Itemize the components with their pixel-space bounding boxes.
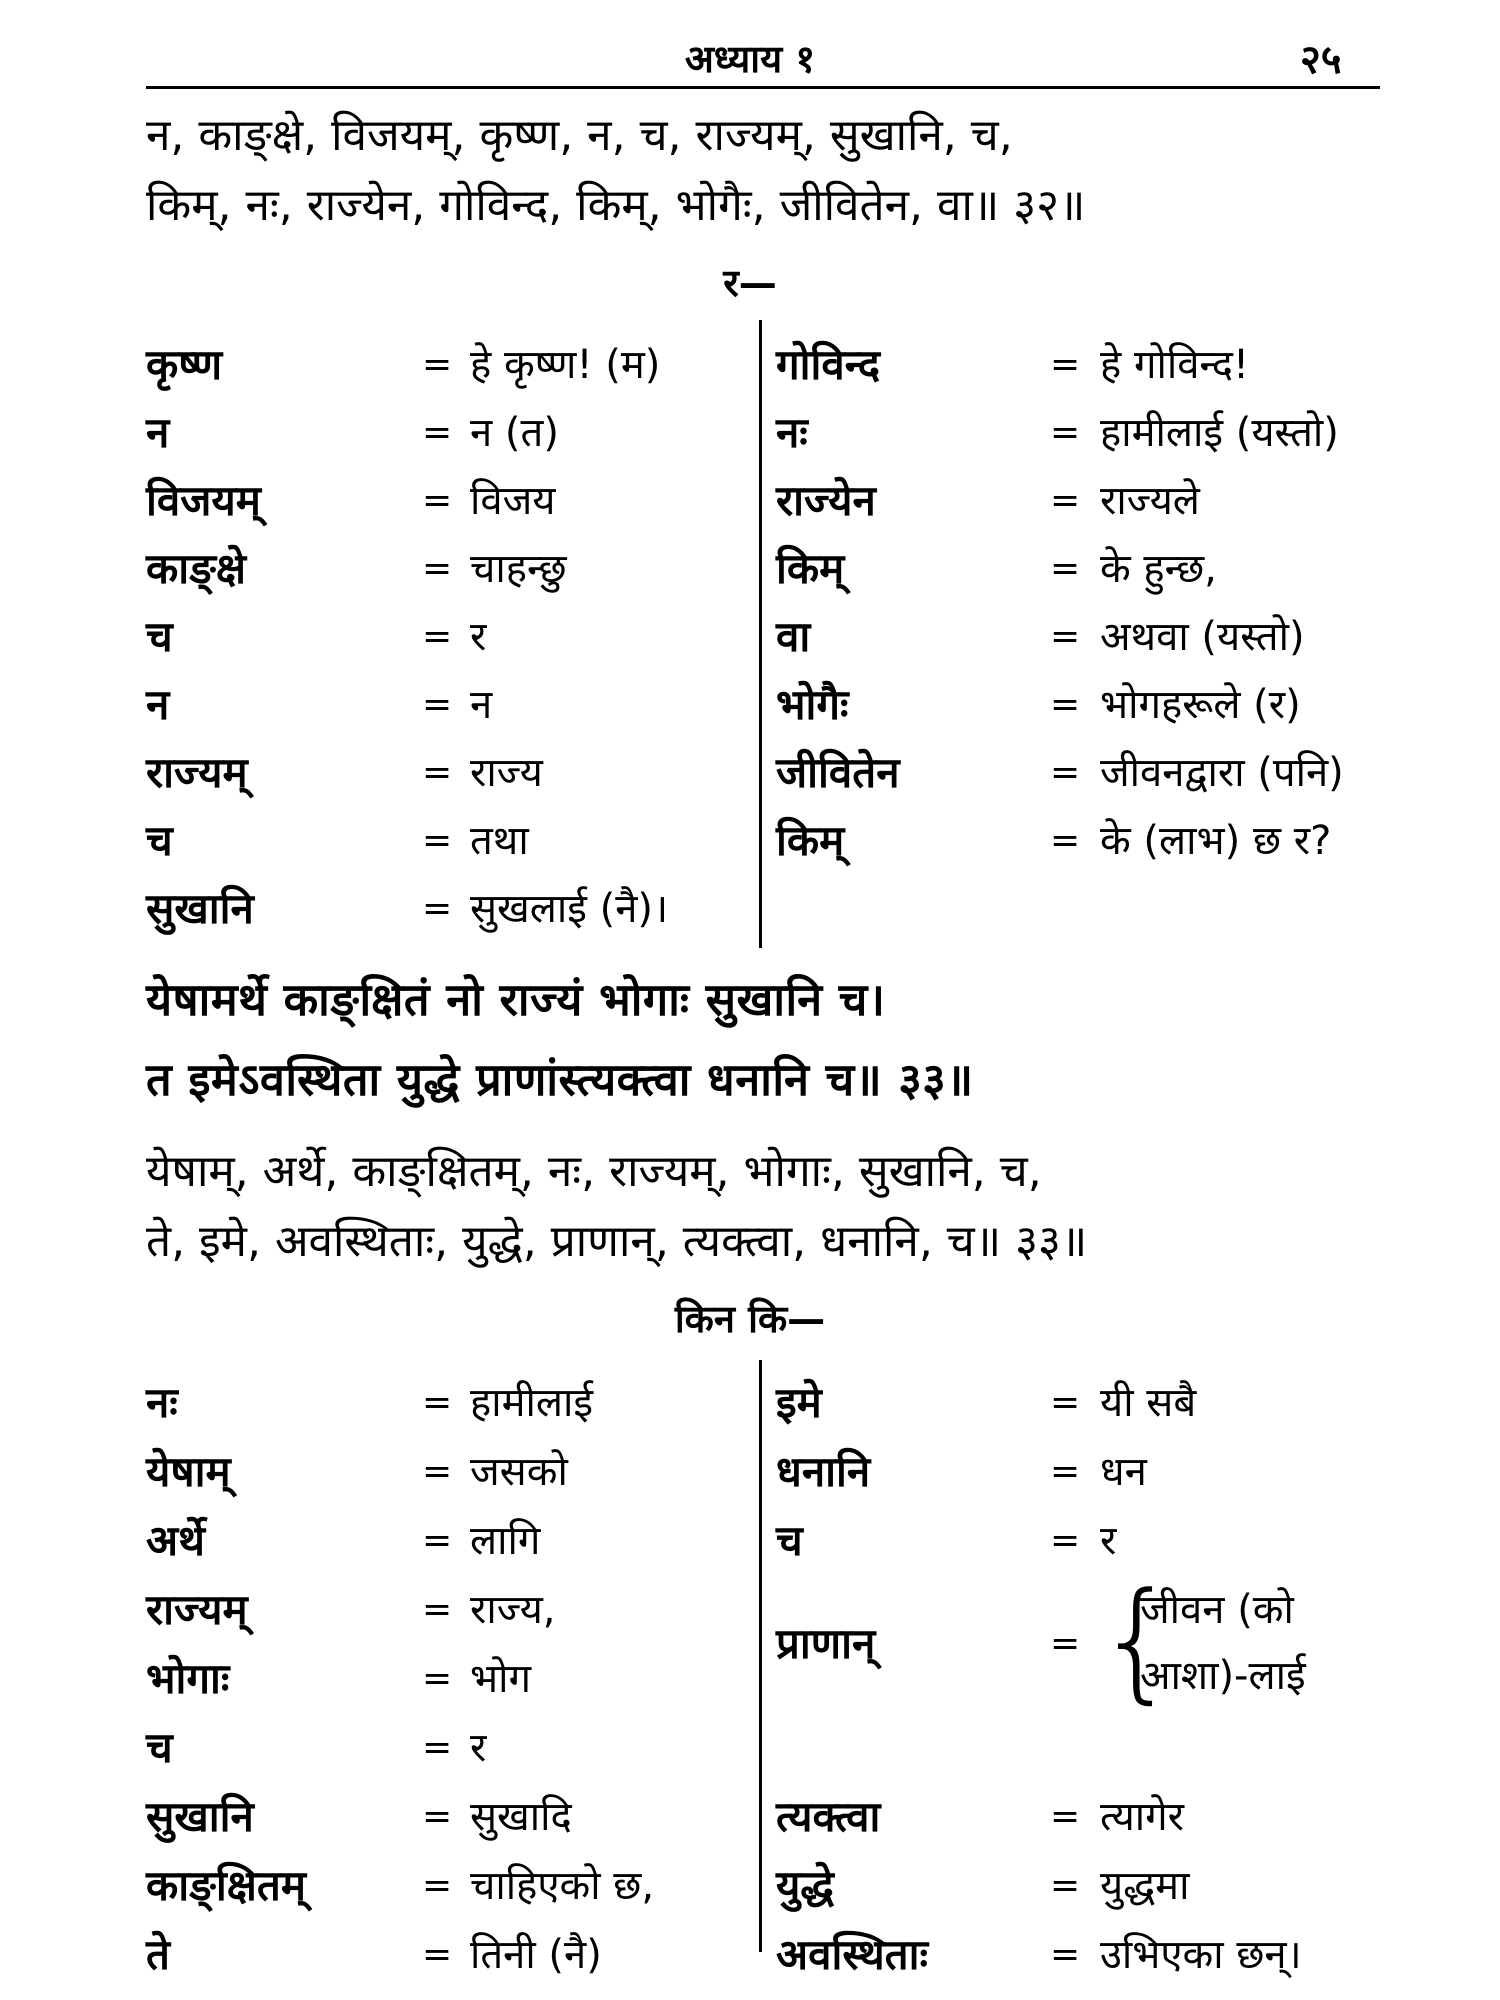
equals-sign: = xyxy=(422,1589,453,1630)
equals-sign: = xyxy=(422,684,453,725)
gloss-meaning: के (लाभ) छ र? xyxy=(1100,818,1332,864)
equals-sign: = xyxy=(422,1865,453,1906)
equals-sign: = xyxy=(422,1520,453,1561)
gloss-word: किम् xyxy=(776,544,845,593)
page-number: २५ xyxy=(1300,37,1342,83)
prose-33-line-2: ते, इमे, अवस्थिताः, युद्धे, प्राणान्, त्यक्त्वा, धनानि, च॥ ३३॥ xyxy=(146,1216,1088,1267)
gloss-meaning: धन xyxy=(1100,1449,1147,1495)
shloka-33-line-1: येषामर्थे काङ्क्षितं नो राज्यं भोगाः सुखानि च। xyxy=(146,973,886,1026)
equals-sign: = xyxy=(1050,1865,1081,1906)
gloss-word: राज्यम् xyxy=(146,1585,248,1634)
column-divider xyxy=(759,1360,762,1952)
equals-sign: = xyxy=(1050,820,1081,861)
gloss-word: नः xyxy=(146,1378,178,1427)
equals-sign: = xyxy=(1050,1796,1081,1837)
gloss-meaning: चाहन्छु xyxy=(470,546,567,592)
equals-sign: = xyxy=(422,480,453,521)
gloss-meaning: लागि xyxy=(470,1518,541,1564)
subhead-ra: र— xyxy=(723,261,777,305)
equals-sign: = xyxy=(422,1382,453,1423)
gloss-meaning: हे कृष्ण! (म) xyxy=(470,342,661,388)
equals-sign: = xyxy=(1050,412,1081,453)
equals-sign: = xyxy=(1050,480,1081,521)
gloss-word: ते xyxy=(146,1930,170,1979)
gloss-meaning: उभिएका छन्। xyxy=(1100,1932,1302,1978)
equals-sign: = xyxy=(422,888,453,929)
gloss-word: जीवितेन xyxy=(776,748,900,797)
gloss-word: अवस्थिताः xyxy=(776,1930,928,1979)
gloss-word: राज्यम् xyxy=(146,748,248,797)
gloss-meaning: सुखलाई (नै)। xyxy=(470,886,669,932)
gloss-word: काङ्क्षितम् xyxy=(146,1861,306,1910)
gloss-word: गोविन्द xyxy=(776,340,881,389)
prose-33-line-1: येषाम्, अर्थे, काङ्क्षितम्, नः, राज्यम्, भोगाः, सुखानि, च, xyxy=(146,1146,1042,1197)
equals-sign: = xyxy=(1050,1623,1081,1664)
gloss-word: राज्येन xyxy=(776,476,876,525)
gloss-meaning: राज्यले xyxy=(1100,478,1200,524)
gloss-word: च xyxy=(146,1723,173,1772)
gloss-meaning: तिनी (नै) xyxy=(470,1932,602,1978)
gloss-meaning: जीवन (को xyxy=(1140,1587,1294,1633)
gloss-word: च xyxy=(146,612,173,661)
shloka-33-line-2: त इमेऽवस्थिता युद्धे प्राणांस्त्यक्त्वा धनानि च॥ ३३॥ xyxy=(146,1053,974,1106)
gloss-word: सुखानि xyxy=(146,884,254,933)
gloss-meaning: आशा)-लाई xyxy=(1140,1653,1306,1699)
equals-sign: = xyxy=(422,344,453,385)
equals-sign: = xyxy=(422,1796,453,1837)
gloss-meaning: र xyxy=(1100,1518,1117,1564)
prose-32-line-1: न, काङ्क्षे, विजयम्, कृष्ण, न, च, राज्यम्, सुखानि, च, xyxy=(146,110,1013,161)
gloss-meaning: राज्य, xyxy=(470,1587,556,1633)
prose-32-line-2: किम्, नः, राज्येन, गोविन्द, किम्, भोगैः, जीवितेन, वा॥ ३२॥ xyxy=(146,180,1086,231)
gloss-word: इमे xyxy=(776,1378,822,1427)
chapter-title: अध्याय १ xyxy=(684,37,816,81)
gloss-meaning: न (त) xyxy=(470,410,559,456)
equals-sign: = xyxy=(422,548,453,589)
equals-sign: = xyxy=(422,1727,453,1768)
gloss-word: न xyxy=(146,680,170,729)
gloss-meaning: विजय xyxy=(470,478,556,524)
gloss-meaning: चाहिएको छ, xyxy=(470,1863,655,1909)
equals-sign: = xyxy=(1050,684,1081,725)
gloss-meaning: र xyxy=(470,1725,487,1771)
gloss-word: कृष्ण xyxy=(146,340,223,389)
gloss-word: त्यक्त्वा xyxy=(776,1792,881,1841)
subhead-kina-ki: किन कि— xyxy=(674,1297,826,1341)
gloss-meaning: भोगहरूले (र) xyxy=(1100,682,1301,728)
gloss-word: येषाम् xyxy=(146,1447,231,1496)
gloss-meaning: युद्धमा xyxy=(1100,1863,1190,1909)
gloss-word: विजयम् xyxy=(146,476,261,525)
gloss-meaning: जसको xyxy=(470,1449,568,1495)
gloss-word: अर्थे xyxy=(146,1516,205,1565)
curly-brace: { xyxy=(1096,1564,1179,1716)
gloss-word: प्राणान् xyxy=(776,1619,876,1668)
gloss-meaning: जीवनद्वारा (पनि) xyxy=(1100,750,1344,796)
gloss-meaning: हे गोविन्द! xyxy=(1100,342,1250,388)
equals-sign: = xyxy=(1050,1451,1081,1492)
equals-sign: = xyxy=(422,412,453,453)
gloss-meaning: राज्य xyxy=(470,750,543,796)
gloss-word: च xyxy=(146,816,173,865)
gloss-meaning: के हुन्छ, xyxy=(1100,546,1217,592)
equals-sign: = xyxy=(1050,616,1081,657)
equals-sign: = xyxy=(422,1934,453,1975)
equals-sign: = xyxy=(1050,752,1081,793)
gloss-meaning: भोग xyxy=(470,1656,531,1702)
gloss-word: न xyxy=(146,408,170,457)
gloss-word: भोगाः xyxy=(146,1654,230,1703)
gloss-word: किम् xyxy=(776,816,845,865)
equals-sign: = xyxy=(1050,1520,1081,1561)
equals-sign: = xyxy=(422,616,453,657)
equals-sign: = xyxy=(422,820,453,861)
equals-sign: = xyxy=(1050,548,1081,589)
equals-sign: = xyxy=(422,1451,453,1492)
gloss-meaning: हामीलाई xyxy=(470,1380,593,1426)
equals-sign: = xyxy=(1050,1934,1081,1975)
gloss-meaning: यी सबै xyxy=(1100,1380,1197,1426)
gloss-meaning: तथा xyxy=(470,818,529,864)
gloss-word: नः xyxy=(776,408,808,457)
gloss-meaning: त्यागेर xyxy=(1100,1794,1185,1840)
gloss-word: च xyxy=(776,1516,803,1565)
gloss-word: युद्धे xyxy=(776,1861,834,1910)
gloss-word: भोगैः xyxy=(776,680,849,729)
gloss-meaning: हामीलाई (यस्तो) xyxy=(1100,410,1339,456)
gloss-word: धनानि xyxy=(776,1447,871,1496)
gloss-meaning: सुखादि xyxy=(470,1794,572,1840)
equals-sign: = xyxy=(422,1658,453,1699)
equals-sign: = xyxy=(1050,1382,1081,1423)
equals-sign: = xyxy=(1050,344,1081,385)
gloss-meaning: न xyxy=(470,682,493,728)
gloss-word: वा xyxy=(776,612,811,661)
gloss-word: काङ्क्षे xyxy=(146,544,247,593)
gloss-meaning: अथवा (यस्तो) xyxy=(1100,614,1305,660)
gloss-meaning: र xyxy=(470,614,487,660)
equals-sign: = xyxy=(422,752,453,793)
gloss-word: सुखानि xyxy=(146,1792,254,1841)
